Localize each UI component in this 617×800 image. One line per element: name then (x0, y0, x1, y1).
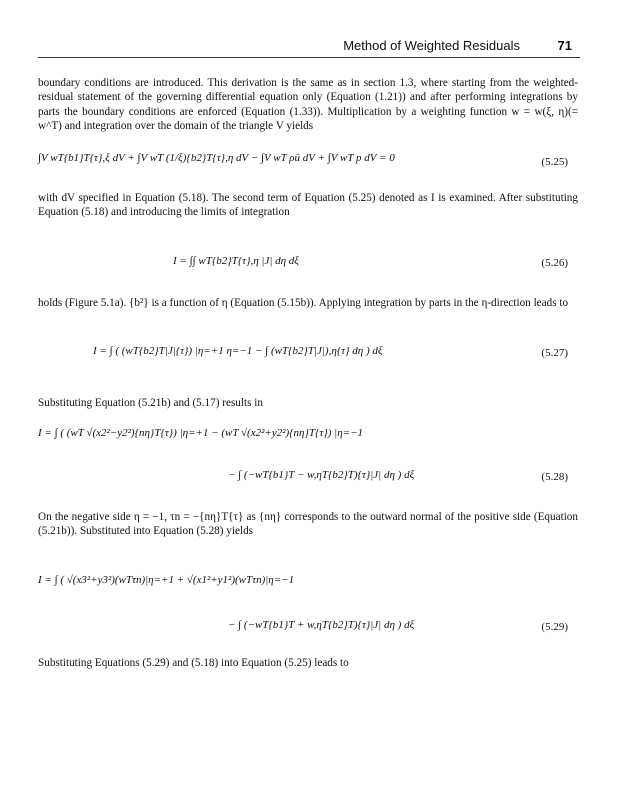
equation-5-29-number: (5.29) (541, 621, 568, 633)
equation-5-29-body-2: − ∫ (−wT{b1}T + w,ηT{b2}T){τ}|J| dη ) dξ (228, 619, 415, 631)
equation-5-28-line-2 (38, 469, 578, 495)
page-number: 71 (557, 38, 572, 53)
paragraph-4: Substituting Equation (5.21b) and (5.17) results in (38, 397, 263, 409)
equation-5-26 (38, 255, 578, 283)
equation-5-27-number: (5.27) (541, 347, 568, 359)
equation-5-26-number: (5.26) (541, 257, 568, 269)
page-header (40, 36, 580, 56)
equation-5-27-body: I = ∫ ( (wT{b2}T|J|{τ}) |η=+1 η=−1 − ∫ (wT{b2}T|J|),η{τ} dη ) dξ (93, 345, 383, 357)
equation-5-25-body: ∫V wT{b1}T{τ},ξ dV + ∫V wT (1/ξ){b2}T{τ},η dV − ∫V wT ρü dV + ∫V wT p dV = 0 (38, 152, 395, 164)
running-title: Method of Weighted Residuals (343, 38, 520, 53)
paragraph-2: with dV specified in Equation (5.18). The second term of Equation (5.25) denoted as I is examined. After substituting Equation (5.18) and introducing the limits of integration (38, 192, 578, 219)
equation-5-29-body-1: I = ∫ ( √(x3²+y3²)(wTτn)|η=+1 + √(x1²+y1²)(wTτn)|η=−1 (38, 574, 295, 586)
equation-5-28-line-1 (38, 427, 578, 453)
equation-5-28-number: (5.28) (541, 471, 568, 483)
equation-5-29-line-1 (38, 574, 578, 600)
equation-5-28-body-2: − ∫ (−wT{b1}T − w,ηT{b2}T){τ}|J| dη ) dξ (228, 469, 415, 481)
equation-5-25-number: (5.25) (541, 156, 568, 168)
paragraph-6: Substituting Equations (5.29) and (5.18) into Equation (5.25) leads to (38, 657, 349, 669)
equation-5-28-body-1: I = ∫ ( (wT √(x2²−y2²){nη}T{τ}) |η=+1 − (wT √(x2²+y2²){nη}T{τ}) |η=−1 (38, 427, 364, 439)
equation-5-26-body: I = ∫∫ wT{b2}T{τ},η |J| dη dξ (173, 255, 300, 267)
equation-5-29-line-2 (38, 619, 578, 645)
equation-5-25 (38, 152, 578, 176)
paragraph-3: holds (Figure 5.1a). {b²} is a function of η (Equation (5.15b)). Applying integration by parts in the η-direction leads to (38, 297, 569, 309)
paragraph-5: On the negative side η = −1, τn = −{nη}T{τ} as {nη} corresponds to the outward normal of the positive side (Equation (5.21b)). Substituted into Equation (5.28) yields (38, 511, 578, 538)
paragraph-1: boundary conditions are introduced. This derivation is the same as in section 1.3, where starting from the weighted-residual statement of the governing differential equation only (Equation (1.21)) and after performing integrations by parts the boundary conditions are enforced (Equation (1.33)). Multiplication by a weighting function w = w(ξ, η)(= w^T) and integration over the domain of the triangle V yields (38, 77, 578, 132)
equation-5-27 (38, 345, 578, 373)
header-rule (38, 57, 580, 58)
